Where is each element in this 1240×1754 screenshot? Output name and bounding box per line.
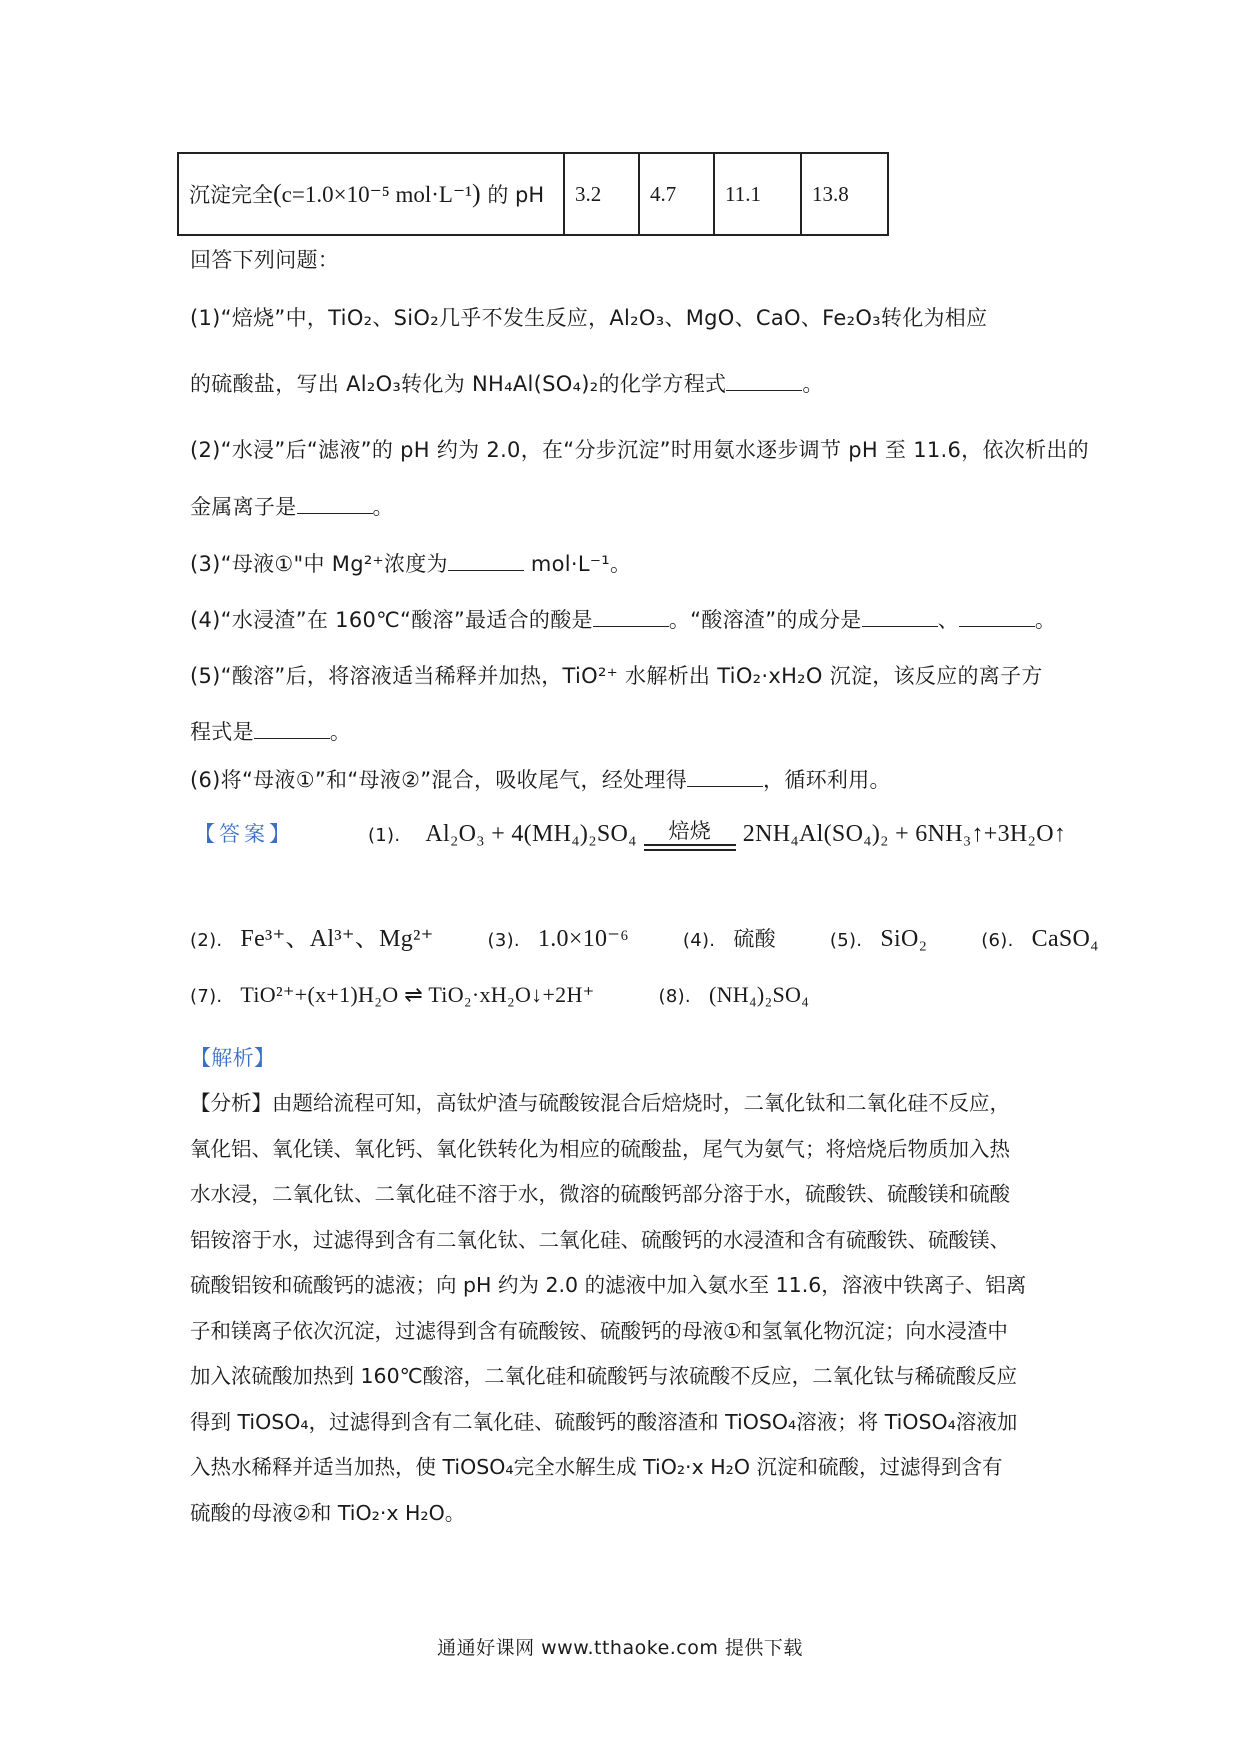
analysis-line: 水水浸，二氧化钛、二氧化硅不溶于水，微溶的硫酸钙部分溶于水，硫酸铁、硫酸镁和硫酸 xyxy=(190,1182,1010,1206)
q4-text-2: 。“酸溶渣”的成分是 xyxy=(668,608,862,632)
analysis-line: 得到 TiOSO₄，过滤得到含有二氧化硅、硫酸钙的酸溶渣和 TiOSO₄溶液；将 TiOSO₄溶液加 xyxy=(190,1409,1018,1434)
question-2-line1: (2)“水浸”后“滤液”的 pH 约为 2.0，在“分步沉淀”时用氨水逐步调节 pH 至 11.6，依次析出的 xyxy=(190,438,1089,462)
answer-number: (7). xyxy=(190,986,223,1007)
question-1-line2 xyxy=(190,368,824,398)
analysis-line: 硫酸的母液②和 TiO₂·x H₂O。 xyxy=(190,1500,466,1525)
question-3 xyxy=(190,548,631,578)
q2-text: 金属离子是 xyxy=(190,495,297,519)
answer-blank xyxy=(593,608,669,627)
analysis-line: 入热水稀释并适当加热，使 TiOSO₄完全水解生成 TiO₂·x H₂O 沉淀和硫酸，过滤得到含有 xyxy=(190,1455,1003,1479)
equation-right: 2NH₄Al(SO₄)₂ + 6NH₃↑+3H₂O↑ xyxy=(742,821,1067,847)
question-2-line2 xyxy=(190,491,394,521)
condition-text: 焙烧 xyxy=(668,818,712,843)
answer-blank xyxy=(862,608,938,627)
jiexi-tag: 【解析】 xyxy=(190,1046,276,1070)
q4-sep: 、 xyxy=(937,608,959,632)
question-5-line2 xyxy=(190,716,351,746)
question-5-line1: (5)“酸溶”后，将溶液适当稀释并加热，TiO²⁺ 水解析出 TiO₂·xH₂O 沉淀，该反应的离子方 xyxy=(190,664,1043,688)
analysis-line: 氧化铝、氧化镁、氧化钙、氧化铁转化为相应的硫酸盐，尾气为氨气；将焙烧后物质加入热 xyxy=(190,1136,1010,1161)
equals-bar xyxy=(644,844,736,851)
answer-value: 硫酸 xyxy=(733,927,776,951)
analysis-line: 硫酸铝铵和硫酸钙的滤液；向 pH 约为 2.0 的滤液中加入氨水至 11.6，溶液中铁离子、铝离 xyxy=(190,1273,1027,1297)
q1-end: 。 xyxy=(802,372,824,396)
q4-end: 。 xyxy=(1034,608,1057,632)
q6-text: (6)将“母液①”和“母液②”混合，吸收尾气，经处理得 xyxy=(190,768,688,792)
question-4 xyxy=(190,604,1056,634)
answer-number: (5). xyxy=(829,930,863,951)
answer-value: 1.0×10⁻⁶ xyxy=(537,926,629,952)
answer-blank xyxy=(959,608,1035,627)
table-row-label: 沉淀完全(c=1.0×10⁻⁵ mol·L⁻¹) 的 pH xyxy=(178,153,564,235)
answer-value: TiO²⁺+(x+1)H₂O ⇌ TiO₂·xH₂O↓+2H⁺ xyxy=(240,982,595,1007)
row-condition: c=1.0×10⁻⁵ mol·L⁻¹ xyxy=(281,182,473,207)
answer-line-3 xyxy=(190,982,809,1008)
answer-blank xyxy=(254,720,330,739)
analysis-line: 铝铵溶于水，过滤得到含有二氧化钛、二氧化硅、硫酸钙的水浸渣和含有硫酸铁、硫酸镁、 xyxy=(190,1227,1010,1252)
analysis-paragraph xyxy=(190,1081,1060,1536)
equation-left: Al₂O₃ + 4(MH₄)₂SO₄ xyxy=(425,821,637,847)
answer-number: (4). xyxy=(682,930,716,951)
q1-text: 的硫酸盐，写出 Al₂O₃转化为 NH₄Al(SO₄)₂的化学方程式 xyxy=(190,372,727,396)
answer-blank xyxy=(297,495,373,514)
q3-unit: mol·L⁻¹。 xyxy=(530,552,632,576)
answer-blank xyxy=(448,552,524,571)
intro-text: 回答下列问题： xyxy=(190,248,340,272)
analysis-line: 子和镁离子依次沉淀，过滤得到含有硫酸铵、硫酸钙的母液①和氢氧化物沉淀；向水浸渣中 xyxy=(190,1318,1008,1343)
jiexi-heading xyxy=(190,1042,275,1072)
footer-text: 通通好课网 www.tthaoke.com 提供下载 xyxy=(437,1637,803,1659)
q5-text: 程式是 xyxy=(190,720,254,744)
q5-end: 。 xyxy=(329,720,352,744)
answer-number: (6). xyxy=(981,930,1014,951)
table-cell: 4.7 xyxy=(639,153,714,235)
analysis-line: 加入浓硫酸加热到 160℃酸溶，二氧化硅和硫酸钙与浓硫酸不反应，二氧化钛与稀硫酸反应 xyxy=(190,1364,1018,1388)
row-suffix: 的 pH xyxy=(487,183,545,207)
table-cell: 11.1 xyxy=(714,153,801,235)
q3-text: (3)“母液①"中 Mg²⁺浓度为 xyxy=(190,552,448,576)
answer-value: CaSO₄ xyxy=(1031,926,1099,952)
row-label-text: 沉淀完全 xyxy=(189,183,273,207)
answer-value: (NH₄)₂SO₄ xyxy=(708,982,810,1007)
answer-number: (2). xyxy=(190,930,223,951)
answer-number: (1). xyxy=(367,825,401,846)
reaction-condition xyxy=(644,820,736,851)
ph-table xyxy=(177,152,889,236)
analysis-line: 【分析】由题给流程可知，高钛炉渣与硫酸铵混合后焙烧时，二氧化钛和二氧化硅不反应， xyxy=(190,1091,1010,1115)
answer-line-2 xyxy=(190,918,1099,953)
question-1-line1: (1)“焙烧”中，TiO₂、SiO₂几乎不发生反应，Al₂O₃、MgO、CaO、Fe₂O₃转化为相应 xyxy=(190,306,988,330)
answer-line-1 xyxy=(194,818,1066,851)
q2-end: 。 xyxy=(372,495,394,519)
table-row xyxy=(178,153,888,235)
table-cell: 13.8 xyxy=(801,153,888,235)
answer-value: SiO₂ xyxy=(880,926,928,952)
q6-end: ，循环利用。 xyxy=(763,768,891,792)
table-cell: 3.2 xyxy=(564,153,639,235)
q4-text: (4)“水浸渣”在 160℃“酸溶”最适合的酸是 xyxy=(190,608,593,632)
answer-blank xyxy=(687,768,763,787)
answer-number: (3). xyxy=(487,930,520,951)
answer-number: (8). xyxy=(658,986,691,1007)
question-6 xyxy=(190,764,891,794)
answer-blank xyxy=(726,372,802,391)
answer-value: Fe³⁺、Al³⁺、Mg²⁺ xyxy=(240,926,434,952)
answer-tag: 【答案】 xyxy=(194,822,294,846)
